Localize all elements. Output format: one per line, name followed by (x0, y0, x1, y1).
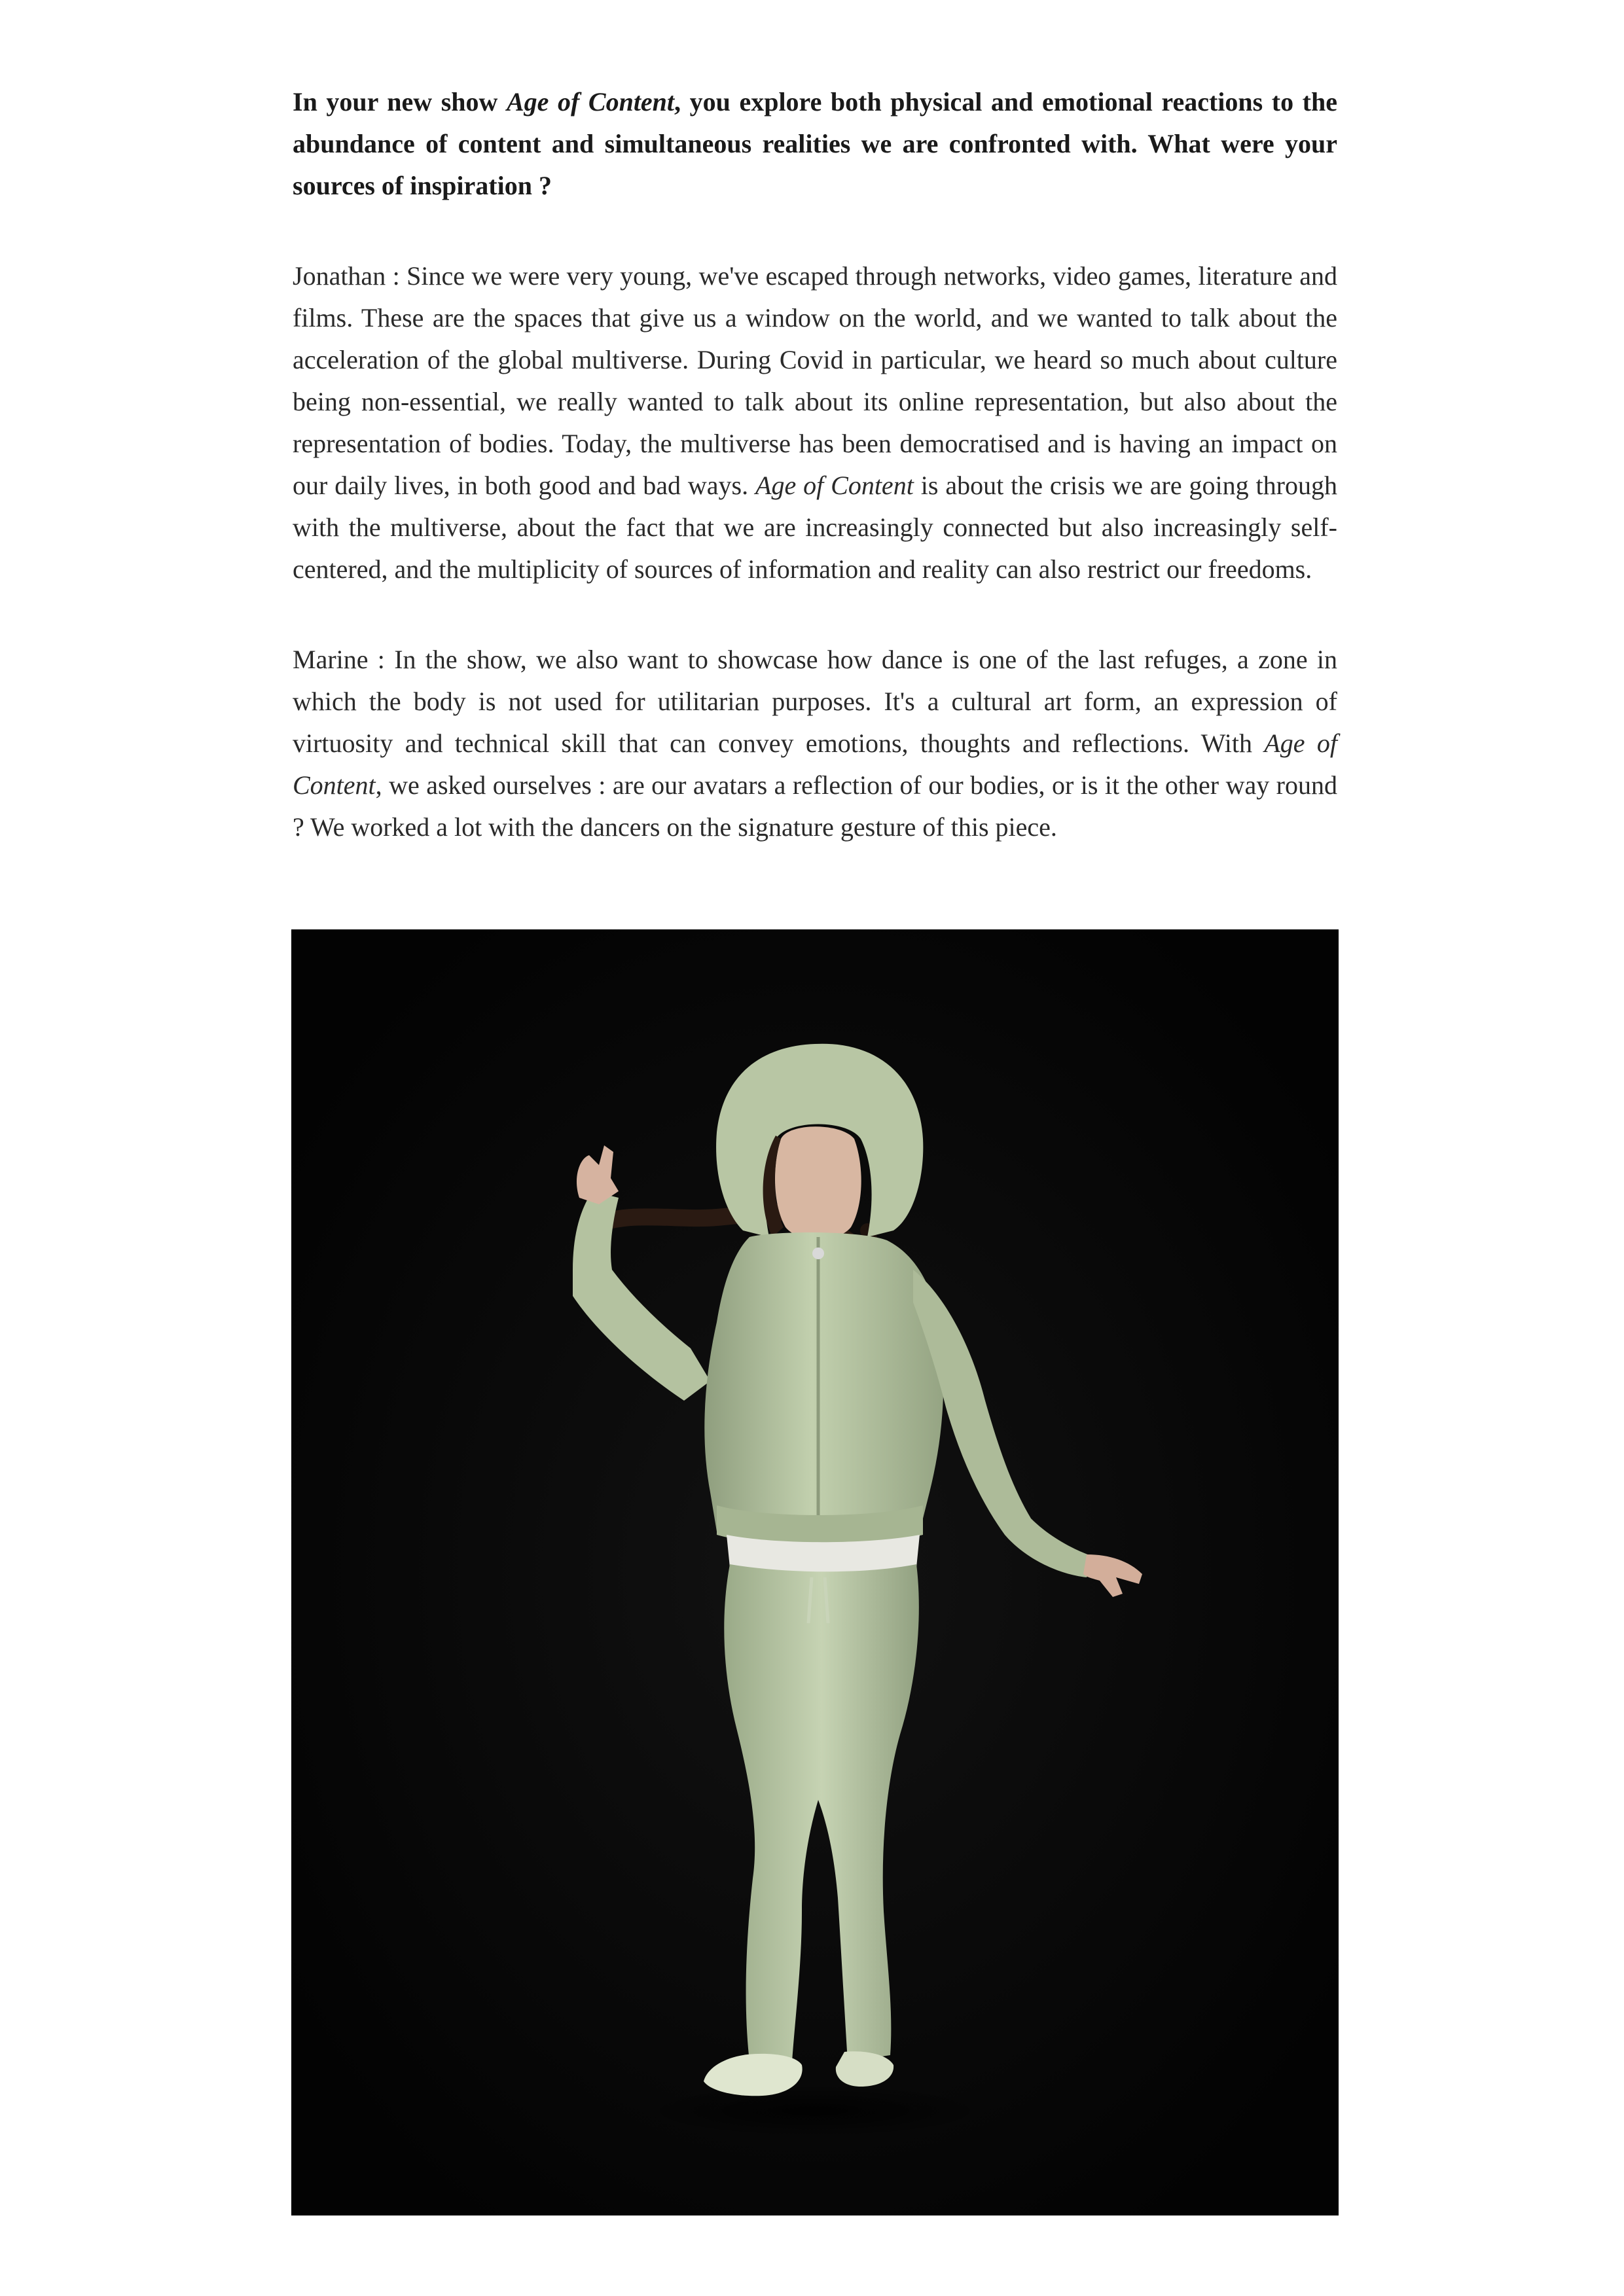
question-lead: In your new show (293, 87, 507, 117)
answer-marine-show-title: Age of Content (293, 728, 1337, 800)
answer-marine-part2: , we asked ourselves : are our avatars a reflection of our bodies, or is it the other way round ? We worked a lot with the dancers on the signature gesture of this piece. (293, 770, 1337, 842)
face (775, 1126, 861, 1240)
jacket (704, 1232, 943, 1539)
answer-jonathan-show-title: Age of Content (755, 471, 914, 500)
dancer-photo (291, 929, 1339, 2215)
answer-marine-part1: Marine : In the show, we also want to showcase how dance is one of the last refuges, a zone in which the body is not used for utilitarian purposes. It's a cultural art form, an expression of virtuosity and technical skill that can convey emotions, thoughts and reflections. With (293, 645, 1337, 758)
answer-jonathan (293, 255, 1337, 590)
answer-marine (293, 639, 1337, 848)
answer-jonathan-part2: is about the crisis we are going through with the multiverse, about the fact that we are increasingly connected but also increasingly self-centered, and the multiplicity of sources of information and reality can also restrict our freedoms. (293, 471, 1337, 584)
interview-question (293, 81, 1337, 207)
interview-text (293, 81, 1337, 848)
question-rest: , you explore both physical and emotional reactions to the abundance of content and simultaneous realities we are confronted with. What were your sources of inspiration ? (293, 87, 1338, 200)
dancer-illustration (291, 929, 1339, 2215)
answer-jonathan-part1: Jonathan : Since we were very young, we've escaped through networks, video games, literature and films. These are the spaces that give us a window on the world, and we wanted to talk about the acceleration of the global multiverse. During Covid in particular, we heard so much about culture being non-essential, we really wanted to talk about its online representation, but also about the representation of bodies. Today, the multiverse has been democratised and is having an impact on our daily lives, in both good and bad ways. (293, 261, 1337, 500)
floor-shadow (645, 2085, 985, 2137)
question-show-title: Age of Content (506, 87, 675, 117)
zipper-pull (812, 1247, 824, 1259)
